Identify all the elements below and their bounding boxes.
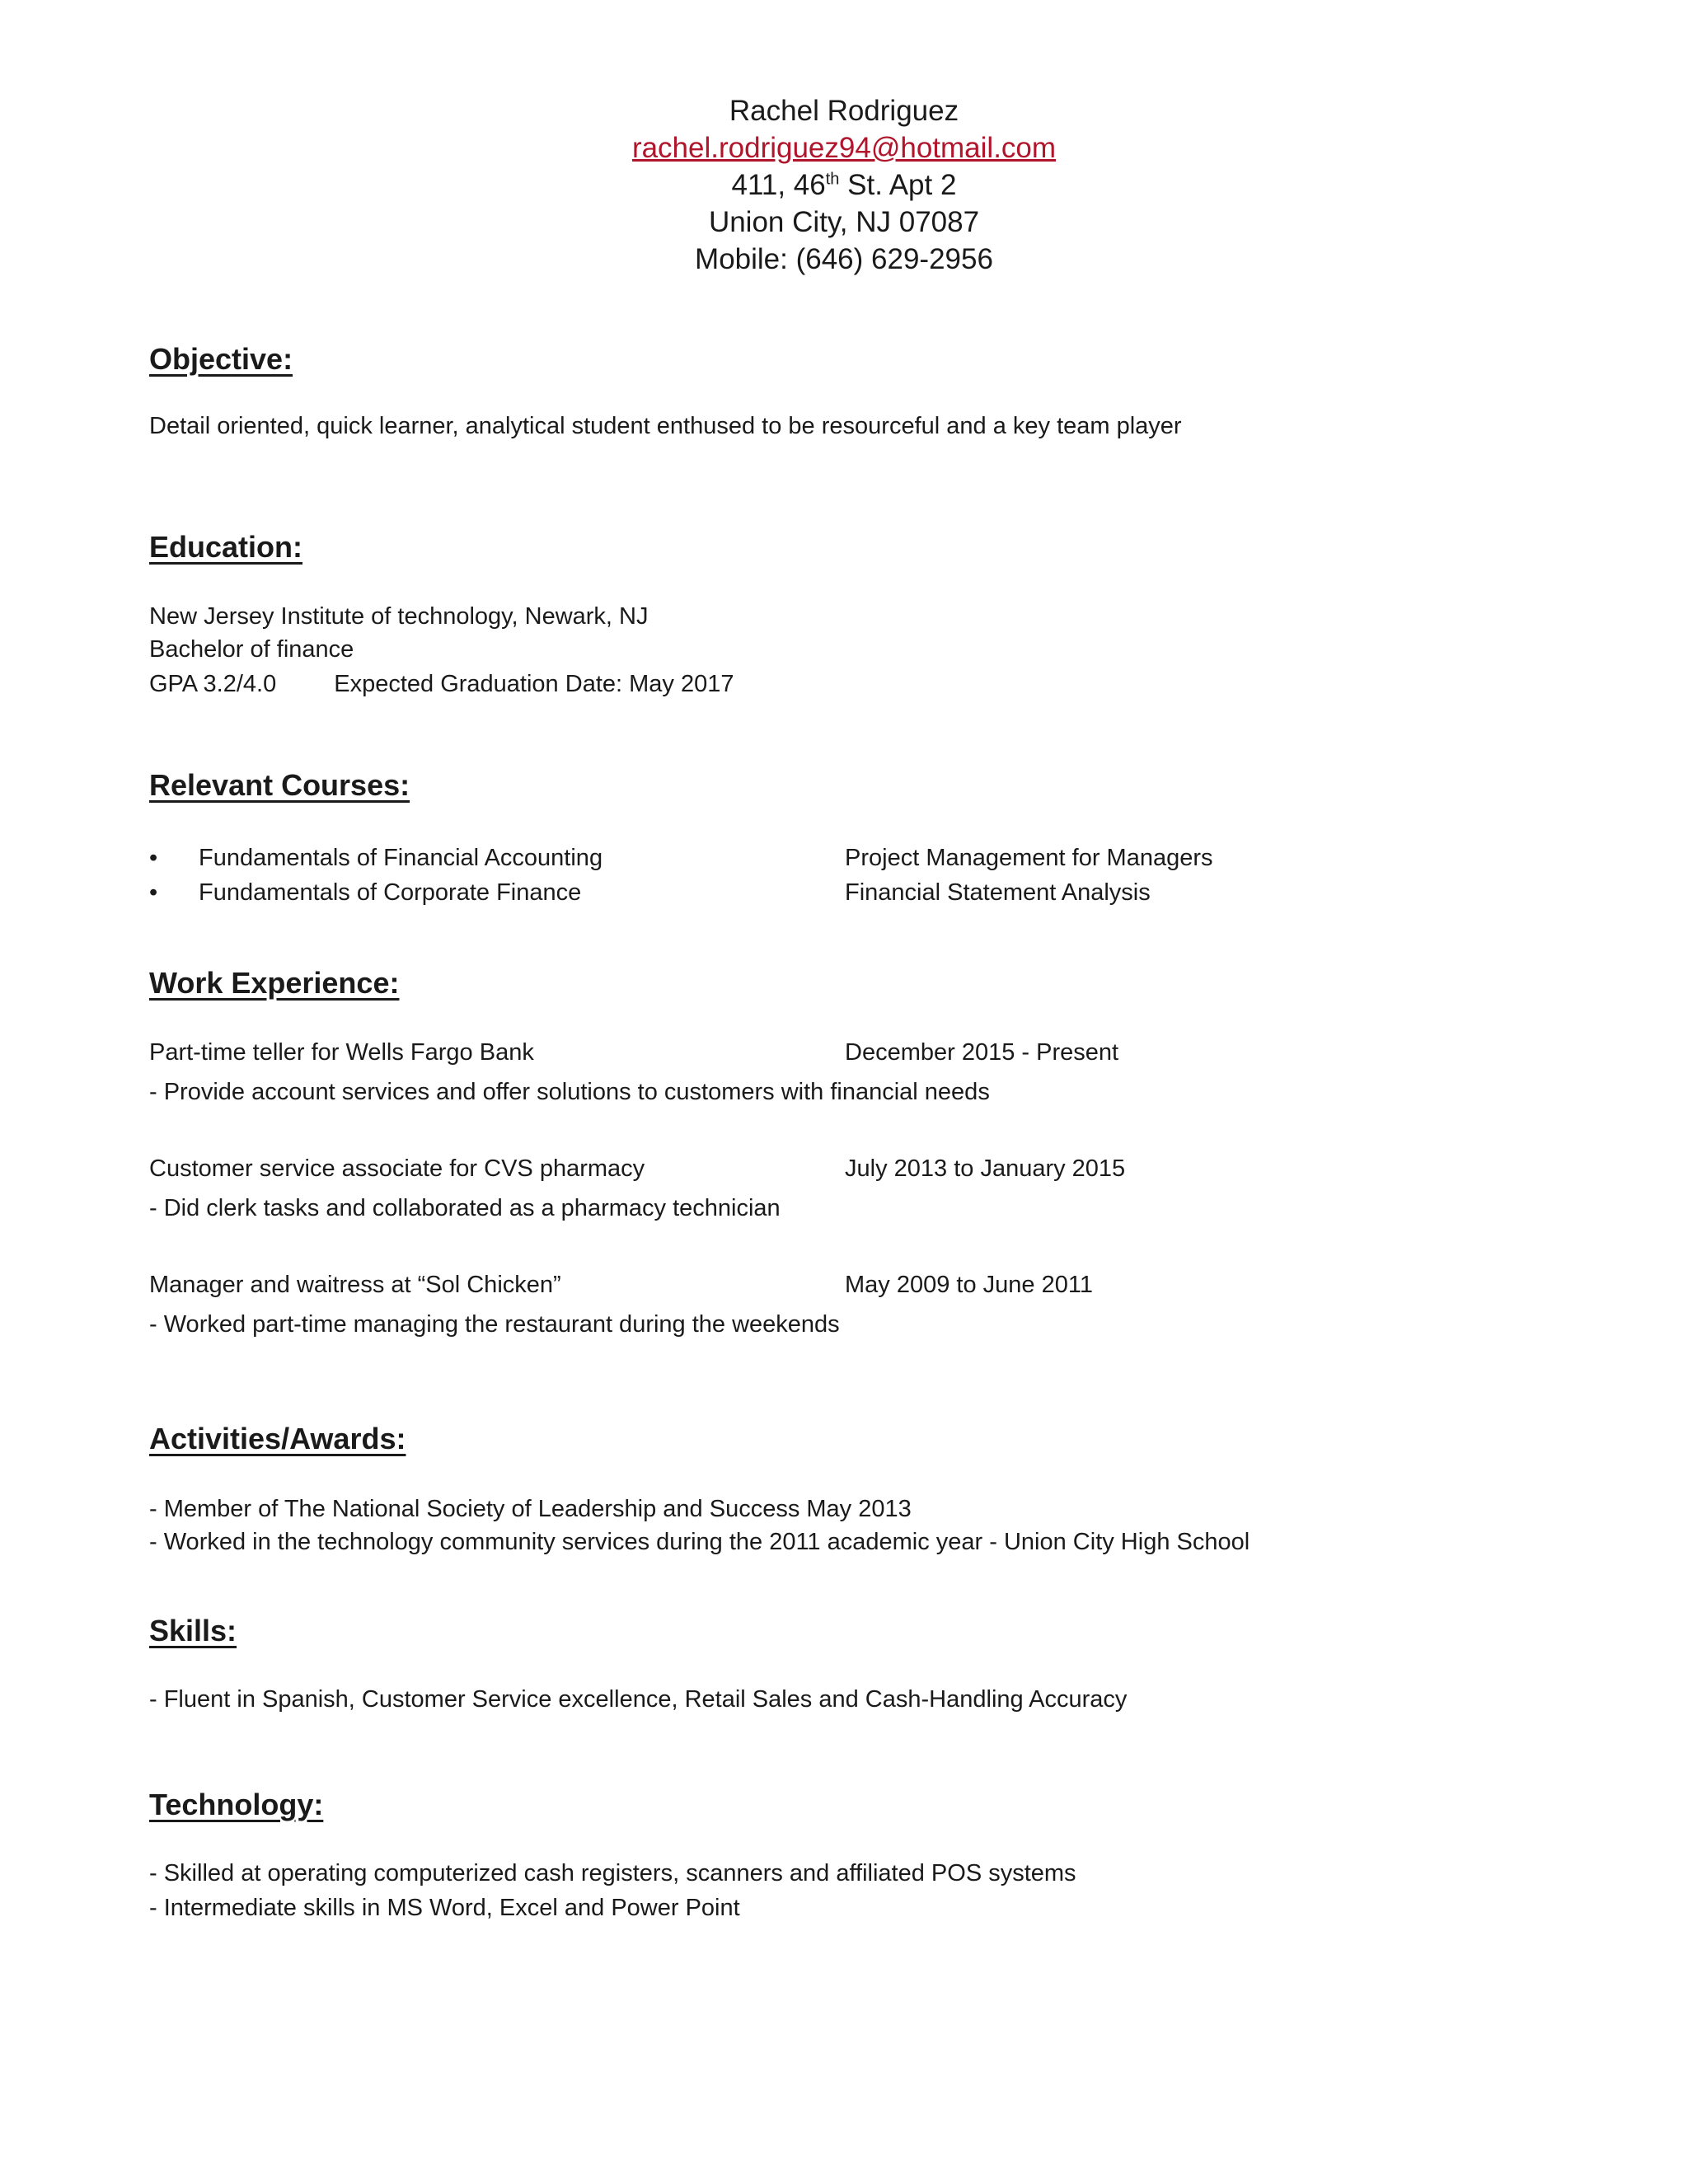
address-line: 411, 46th St. Apt 2 — [731, 169, 957, 201]
work-heading: Work Experience: — [149, 966, 400, 1000]
city-line: Union City, NJ 07087 — [708, 206, 980, 238]
education-degree: Bachelor of finance — [149, 636, 354, 663]
job-title: Customer service associate for CVS pharmacy — [149, 1155, 645, 1182]
education-gpa: GPA 3.2/4.0 — [149, 671, 277, 697]
mobile-line: Mobile: (646) 629-2956 — [695, 243, 993, 275]
job-title: Part-time teller for Wells Fargo Bank — [149, 1039, 534, 1066]
job-description: - Did clerk tasks and collaborated as a pharmacy technician — [149, 1195, 781, 1221]
education-graduation: Expected Graduation Date: May 2017 — [334, 671, 734, 697]
technology-heading: Technology: — [149, 1788, 324, 1821]
job-title: Manager and waitress at “Sol Chicken” — [149, 1272, 561, 1298]
course-item: Financial Statement Analysis — [845, 879, 1151, 906]
activities-heading: Activities/Awards: — [149, 1422, 406, 1455]
job-dates: December 2015 - Present — [845, 1039, 1119, 1066]
objective-heading: Objective: — [149, 342, 293, 376]
email-link[interactable]: rachel.rodriguez94@hotmail.com — [631, 132, 1057, 164]
education-heading: Education: — [149, 530, 302, 564]
course-bullet: • — [149, 879, 158, 906]
course-bullet: • — [149, 845, 158, 871]
skills-heading: Skills: — [149, 1614, 237, 1647]
objective-text: Detail oriented, quick learner, analytical student enthused to be resourceful and a key team player — [149, 413, 1182, 439]
technology-item: - Skilled at operating computerized cash registers, scanners and affiliated POS systems — [149, 1860, 1076, 1886]
person-name: Rachel Rodriguez — [729, 95, 959, 127]
course-item: Project Management for Managers — [845, 845, 1213, 871]
job-dates: May 2009 to June 2011 — [845, 1272, 1093, 1298]
course-item: Fundamentals of Financial Accounting — [199, 845, 603, 871]
courses-heading: Relevant Courses: — [149, 768, 410, 802]
skill-item: - Fluent in Spanish, Customer Service excellence, Retail Sales and Cash-Handling Accuracy — [149, 1686, 1128, 1713]
contact-header — [0, 92, 1688, 278]
job-description: - Provide account services and offer solutions to customers with financial needs — [149, 1079, 990, 1105]
job-description: - Worked part-time managing the restaurant during the weekends — [149, 1311, 840, 1338]
education-school: New Jersey Institute of technology, Newark, NJ — [149, 603, 649, 630]
course-item: Fundamentals of Corporate Finance — [199, 879, 582, 906]
job-dates: July 2013 to January 2015 — [845, 1155, 1126, 1182]
technology-item: - Intermediate skills in MS Word, Excel and Power Point — [149, 1895, 740, 1921]
education-gpa-line — [149, 667, 734, 701]
activity-item: - Member of The National Society of Leadership and Success May 2013 — [149, 1496, 912, 1522]
activity-item: - Worked in the technology community services during the 2011 academic year - Union City High School — [149, 1529, 1250, 1555]
